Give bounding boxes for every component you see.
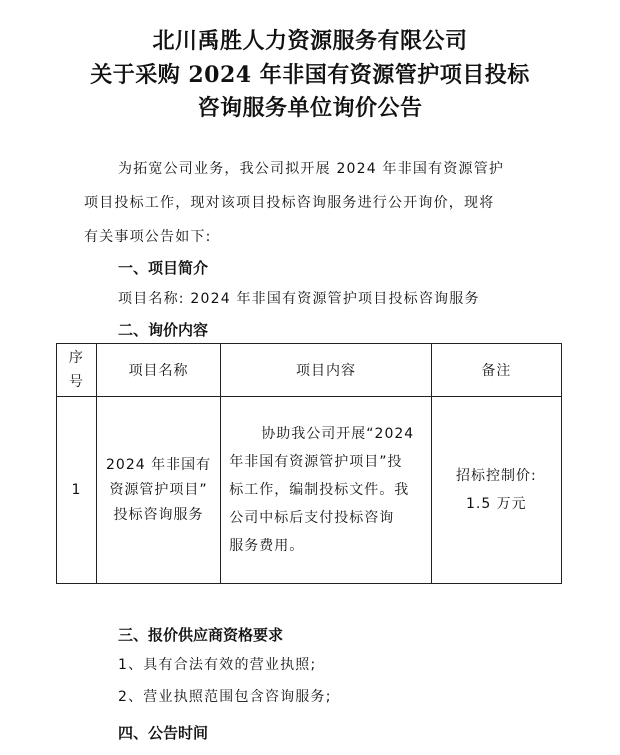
title-line-2: 关于采购 2024 年非国有资源管护项目投标 [90, 62, 530, 88]
cell-name [96, 397, 220, 584]
project-name-line: 项目名称: 2024 年非国有资源管护项目投标咨询服务 [118, 291, 480, 307]
cell-remark-line-2: 1.5 万元 [465, 496, 527, 512]
requirement-item-2: 2、营业执照范围包含咨询服务; [118, 689, 332, 705]
header-no-line-1: 序 [68, 350, 84, 366]
section-4-heading: 四、公告时间 [118, 724, 209, 742]
cell-name-line-3: 投标咨询服务 [113, 506, 204, 523]
cell-content-line-2: 年非国有资源管护项目”投 [229, 454, 403, 470]
cell-remark [431, 397, 561, 584]
intro-line-3: 有关事项公告如下: [84, 229, 212, 245]
cell-name-line-2: 资源管护项目” [109, 481, 208, 498]
cell-content [221, 397, 431, 584]
title-line-1: 北川禹胜人力资源服务有限公司 [152, 28, 468, 54]
section-1-heading: 一、项目简介 [118, 259, 209, 277]
cell-content-line-3: 标工作，编制投标文件。我 [229, 482, 410, 498]
cell-name-line-1: 2024 年非国有 [106, 456, 212, 473]
title-line-3: 咨询服务单位询价公告 [197, 95, 423, 121]
header-content: 项目内容 [221, 344, 431, 397]
cell-content-line-1: 协助我公司开展“2024 [261, 426, 415, 442]
cell-content-line-5: 服务费用。 [229, 538, 305, 554]
section-2-heading: 二、询价内容 [118, 321, 209, 339]
cell-content-line-4: 公司中标后支付投标咨询 [229, 510, 395, 526]
header-remark: 备注 [431, 344, 561, 397]
header-no-line-2: 号 [68, 374, 84, 390]
header-name: 项目名称 [96, 344, 220, 397]
cell-remark-line-1: 招标控制价: [455, 468, 537, 484]
inquiry-table [56, 343, 562, 584]
table-row [57, 397, 562, 584]
header-no [57, 344, 97, 397]
section-3-heading: 三、报价供应商资格要求 [118, 626, 284, 644]
intro-line-2: 项目投标工作，现对该项目投标咨询服务进行公开询价，现将 [84, 195, 495, 211]
requirement-item-1: 1、具有合法有效的营业执照; [118, 657, 317, 673]
intro-line-1: 为拓宽公司业务，我公司拟开展 2024 年非国有资源管护 [118, 161, 505, 177]
table-header-row [57, 344, 562, 397]
cell-no: 1 [57, 397, 97, 584]
